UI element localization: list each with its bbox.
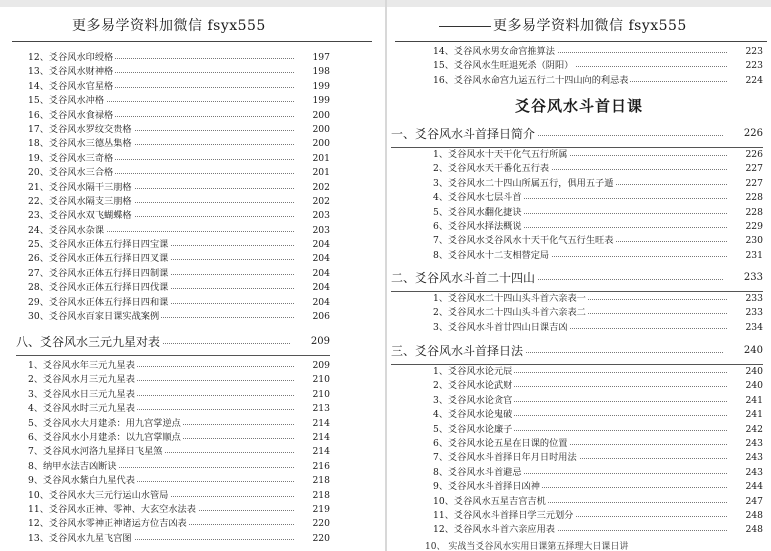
toc-entry[interactable] <box>28 517 330 531</box>
toc-entry-page: 210 <box>298 373 330 387</box>
toc-entry[interactable] <box>433 394 763 408</box>
toc-entry-title: 16、爻谷风水命宫九运五行二十四山向的利忌表 <box>433 74 629 86</box>
toc-section-heading[interactable] <box>391 267 763 289</box>
toc-entry-page: 204 <box>298 296 330 310</box>
left-page-header: 更多易学资料加微信 fsyx555 <box>72 18 266 34</box>
toc-entry-title: 4、爻谷风水论鬼破 <box>433 409 513 421</box>
right-page-header <box>439 15 687 35</box>
toc-entry[interactable] <box>28 431 330 445</box>
toc-entry-title: 3、爻谷风水斗首廿四山日课吉凶 <box>433 321 568 333</box>
toc-entry-title: 7、爻谷风水斗首择日年月日时用法 <box>433 452 577 464</box>
toc-entry-page: 218 <box>298 474 330 488</box>
toc-entry-page: 227 <box>731 162 763 176</box>
toc-entry[interactable] <box>433 292 763 306</box>
toc-section-heading[interactable] <box>16 331 330 353</box>
toc-entry-title: 3、爻谷风水论贪官 <box>433 394 513 406</box>
toc-entry[interactable] <box>28 310 330 324</box>
toc-entry-page: 204 <box>298 281 330 295</box>
toc-entry-title: 15、爻谷风水生旺退死杀（阴阳） <box>433 60 574 72</box>
section-rule <box>16 355 330 356</box>
toc-entry-title: 5、爻谷风水论廉子 <box>433 423 513 435</box>
toc-entry-page: 243 <box>731 451 763 465</box>
toc-entry-page: 203 <box>298 209 330 223</box>
toc-entry[interactable] <box>28 80 330 94</box>
cut-off-entry: 10、 实战当爻谷风水实用日课第五择理大日课日讲 <box>425 542 629 551</box>
toc-entry[interactable] <box>433 523 763 537</box>
toc-entry-page: 230 <box>731 234 763 248</box>
toc-entry-title: 5、爻谷风水大月建杀：用九宫掌逆点 <box>28 417 181 429</box>
toc-entry-page: 202 <box>298 181 330 195</box>
toc-entry-page: 223 <box>731 45 763 59</box>
toc-entry-page: 199 <box>298 80 330 94</box>
toc-entry-page: 223 <box>731 59 763 73</box>
toc-entry[interactable] <box>28 267 330 281</box>
toc-entry-title: 1、爻谷风水年三元九星表 <box>28 360 135 371</box>
section-title: 八、爻谷风水三元九星对表 <box>16 335 161 349</box>
toc-entry-page: 210 <box>298 388 330 402</box>
toc-entry-page: 248 <box>731 523 763 537</box>
toc-entry[interactable] <box>28 152 330 166</box>
toc-entry-page: 214 <box>298 431 330 445</box>
toc-entry[interactable] <box>433 249 763 263</box>
toc-entry[interactable] <box>28 359 330 373</box>
section-title: 二、爻谷风水斗首二十四山 <box>391 271 536 285</box>
toc-entry-page: 214 <box>298 445 330 459</box>
toc-entry[interactable] <box>433 74 763 88</box>
toc-entry-title: 2、爻谷风水天干番化五行表 <box>433 163 550 175</box>
toc-entry-page: 220 <box>298 517 330 531</box>
toc-entry-page: 241 <box>731 408 763 422</box>
toc-entry-title: 16、爻谷风水食禄格 <box>28 109 114 121</box>
section-page: 240 <box>729 340 763 362</box>
toc-entry-page: 242 <box>731 423 763 437</box>
toc-entry-title: 25、爻谷风水正体五行择日四宝课 <box>28 239 169 251</box>
toc-entry-title: 19、爻谷风水三奇格 <box>28 152 114 164</box>
toc-entry[interactable] <box>28 65 330 79</box>
toc-entry[interactable] <box>28 460 330 474</box>
toc-entry-page: 219 <box>298 503 330 517</box>
toc-entry[interactable] <box>433 321 763 335</box>
toc-entry[interactable] <box>28 123 330 137</box>
toc-entry[interactable] <box>433 451 763 465</box>
toc-entry-title: 13、爻谷风水九星飞宫图 <box>28 532 132 544</box>
toc-entry-page: 233 <box>731 306 763 320</box>
toc-entry-title: 4、爻谷风水时三元九星表 <box>28 403 135 415</box>
toc-entry-page: 231 <box>731 249 763 263</box>
toc-entry-page: 200 <box>298 109 330 123</box>
section-page: 226 <box>729 123 763 145</box>
toc-entry-title: 10、爻谷风水五星吉宫吉机 <box>433 495 546 507</box>
toc-entry[interactable] <box>28 137 330 151</box>
toc-entry-title: 24、爻谷风水杂课 <box>28 224 105 236</box>
toc-entry[interactable] <box>28 474 330 488</box>
toc-entry-title: 7、爻谷风水爻谷风水十天干化气五行生旺表 <box>433 235 614 247</box>
toc-entry[interactable] <box>28 489 330 503</box>
toc-entry-title: 21、爻谷风水隔干三朋格 <box>28 181 132 193</box>
toc-entry-title: 13、爻谷风水财神格 <box>28 66 114 78</box>
toc-entry[interactable] <box>28 445 330 459</box>
toc-entry-title: 20、爻谷风水三合格 <box>28 167 114 179</box>
toc-entry-title: 28、爻谷风水正体五行择日四伐课 <box>28 282 169 294</box>
toc-entry-title: 2、爻谷风水论武财 <box>433 380 513 392</box>
toc-entry-title: 2、爻谷风水二十四山头斗首六亲表二 <box>433 307 586 319</box>
toc-entry-page: 240 <box>731 365 763 379</box>
toc-entry[interactable] <box>433 437 763 451</box>
toc-entry[interactable] <box>28 94 330 108</box>
toc-entry-title: 2、爻谷风水月三元九星表 <box>28 374 135 386</box>
left-toc-list-a <box>28 51 330 324</box>
toc-entry[interactable] <box>28 503 330 517</box>
toc-entry[interactable] <box>433 480 763 494</box>
toc-entry-title: 6、爻谷风水论五星在日课的位置 <box>433 437 568 449</box>
toc-entry[interactable] <box>28 181 330 195</box>
toc-entry[interactable] <box>28 388 330 402</box>
toc-entry[interactable] <box>433 466 763 480</box>
toc-entry-title: 11、爻谷风水斗首择日学三元划分 <box>433 509 574 521</box>
toc-entry-title: 29、爻谷风水正体五行择日四和课 <box>28 296 169 308</box>
left-toc-list-b <box>28 359 330 546</box>
toc-entry-page: 227 <box>731 177 763 191</box>
toc-entry[interactable] <box>28 238 330 252</box>
toc-entry-title: 6、爻谷风水小月建杀：以九宫掌顺点 <box>28 431 181 443</box>
toc-entry-page: 228 <box>731 191 763 205</box>
toc-entry[interactable] <box>28 51 330 65</box>
toc-entry-page: 240 <box>731 379 763 393</box>
toc-entry-page: 201 <box>298 166 330 180</box>
toc-entry-title: 4、爻谷风水七层斗首 <box>433 192 522 204</box>
toc-entry-title: 1、爻谷风水论元辰 <box>433 366 513 377</box>
toc-entry-page: 206 <box>298 310 330 324</box>
chapter-title: 爻谷风水斗首日课 <box>514 97 643 115</box>
toc-entry-page: 243 <box>731 466 763 480</box>
toc-entry-title: 22、爻谷风水隔支三朋格 <box>28 195 132 207</box>
toc-entry-title: 18、爻谷风水三德丛集格 <box>28 138 132 150</box>
toc-entry[interactable] <box>28 195 330 209</box>
toc-entry-page: 204 <box>298 238 330 252</box>
toc-section-heading[interactable] <box>391 123 763 145</box>
toc-entry[interactable] <box>28 166 330 180</box>
toc-entry-page: 202 <box>298 195 330 209</box>
toc-entry-title: 11、爻谷风水正神、零神、大玄空水法表 <box>28 503 196 515</box>
toc-entry[interactable] <box>28 402 330 416</box>
left-section-wrap <box>16 331 330 360</box>
toc-entry-title: 12、爻谷风水零神正神诸运方位吉凶表 <box>28 518 187 530</box>
toc-section-heading[interactable] <box>391 340 763 362</box>
toc-entry-page: 218 <box>298 489 330 503</box>
toc-entry-page: 220 <box>298 532 330 546</box>
toc-entry[interactable] <box>433 206 763 220</box>
toc-entry-page: 233 <box>731 292 763 306</box>
toc-entry-title: 15、爻谷风水冲格 <box>28 95 105 107</box>
toc-entry-title: 8、爻谷风水十二支相替定局 <box>433 249 550 261</box>
toc-entry[interactable] <box>433 423 763 437</box>
toc-entry-title: 12、爻谷风水斗首六亲应用表 <box>433 524 555 536</box>
toc-entry-title: 3、爻谷风水日三元九星表 <box>28 388 135 400</box>
section-page: 209 <box>296 331 330 353</box>
toc-entry-page: 234 <box>731 321 763 335</box>
toc-entry[interactable] <box>28 224 330 238</box>
toc-entry[interactable] <box>28 532 330 546</box>
toc-entry-page: 197 <box>298 51 330 65</box>
toc-entry-page: 244 <box>731 480 763 494</box>
toc-entry[interactable] <box>433 220 763 234</box>
section-page: 233 <box>729 267 763 289</box>
section-title: 三、爻谷风水斗首择日法 <box>391 344 524 358</box>
toc-entry[interactable] <box>433 148 763 162</box>
toc-entry[interactable] <box>433 509 763 523</box>
toc-entry-page: 199 <box>298 94 330 108</box>
toc-entry[interactable] <box>433 191 763 205</box>
toc-entry-page: 224 <box>731 74 763 88</box>
toc-entry-title: 12、爻谷风水印绶格 <box>28 52 114 63</box>
toc-entry-page: 228 <box>731 206 763 220</box>
right-toc-list-1 <box>433 148 763 263</box>
toc-entry[interactable] <box>433 365 763 379</box>
toc-entry-page: 198 <box>298 65 330 79</box>
toc-entry-title: 17、爻谷风水罗纹交贵格 <box>28 123 132 135</box>
toc-entry-title: 9、爻谷风水紫白九星代表 <box>28 475 135 487</box>
right-page <box>387 7 771 551</box>
toc-entry[interactable] <box>433 59 763 73</box>
toc-entry-title: 7、爻谷风水河洛九星择日飞星煞 <box>28 446 163 458</box>
toc-entry-title: 14、爻谷风水男女命宫推算法 <box>433 46 555 57</box>
toc-entry-title: 8、纳甲水法吉凶断诀 <box>28 460 117 472</box>
toc-entry-page: 200 <box>298 123 330 137</box>
toc-entry-page: 247 <box>731 495 763 509</box>
toc-entry-page: 204 <box>298 252 330 266</box>
toc-entry-page: 243 <box>731 437 763 451</box>
toc-entry-title: 9、爻谷风水斗首择日凶神 <box>433 481 540 493</box>
toc-entry-title: 23、爻谷风水双飞蝴蝶格 <box>28 210 132 222</box>
toc-entry[interactable] <box>28 109 330 123</box>
toc-entry[interactable] <box>28 252 330 266</box>
toc-entry-title: 8、爻谷风水斗首避忌 <box>433 466 522 478</box>
toc-entry-page: 229 <box>731 220 763 234</box>
toc-entry-page: 216 <box>298 460 330 474</box>
right-toc-list-2 <box>433 292 763 335</box>
toc-entry-page: 204 <box>298 267 330 281</box>
toc-entry-page: 209 <box>298 359 330 373</box>
toc-entry-title: 30、爻谷风水百家日课实战案例 <box>28 311 160 323</box>
toc-entry[interactable] <box>28 296 330 310</box>
toc-entry-page: 214 <box>298 417 330 431</box>
toc-entry[interactable] <box>28 373 330 387</box>
toc-entry[interactable] <box>28 209 330 223</box>
toc-entry-page: 226 <box>731 148 763 162</box>
toc-entry[interactable] <box>433 408 763 422</box>
left-page <box>0 7 385 551</box>
toc-entry-page: 203 <box>298 224 330 238</box>
toc-entry[interactable] <box>433 306 763 320</box>
right-toc-list-top <box>433 45 763 88</box>
toc-entry-title: 1、爻谷风水二十四山头斗首六亲表一 <box>433 293 586 304</box>
right-header-rule <box>395 41 767 42</box>
toc-entry-title: 27、爻谷风水正体五行择日四制课 <box>28 267 169 279</box>
toc-entry[interactable] <box>28 281 330 295</box>
toc-entry-page: 201 <box>298 152 330 166</box>
toc-entry[interactable] <box>28 417 330 431</box>
toc-entry[interactable] <box>433 234 763 248</box>
toc-entry[interactable] <box>433 45 763 59</box>
header-dash <box>439 26 491 27</box>
toc-entry[interactable] <box>433 162 763 176</box>
left-header-rule <box>12 41 372 42</box>
toc-entry-title: 6、爻谷风水择法概说 <box>433 220 522 232</box>
toc-entry-title: 1、爻谷风水十天干化气五行所属 <box>433 149 568 160</box>
toc-entry-page: 200 <box>298 137 330 151</box>
toc-entry-page: 213 <box>298 402 330 416</box>
section-title: 一、爻谷风水斗首择日简介 <box>391 127 536 141</box>
toc-entry[interactable] <box>433 177 763 191</box>
toc-entry-title: 10、爻谷风水大三元行运山水管局 <box>28 489 169 501</box>
toc-entry-title: 26、爻谷风水正体五行择日四叉课 <box>28 253 169 265</box>
toc-entry-title: 3、爻谷风水二十四山所属五行，俱用五子遁 <box>433 177 614 189</box>
toc-entry[interactable] <box>433 495 763 509</box>
right-toc-list-3 <box>433 365 763 538</box>
toc-entry-title: 14、爻谷风水官星格 <box>28 80 114 92</box>
toc-entry-title: 5、爻谷风水翻化捷诀 <box>433 206 522 218</box>
toc-entry[interactable] <box>433 379 763 393</box>
toc-entry-page: 241 <box>731 394 763 408</box>
right-header-text: 更多易学资料加微信 fsyx555 <box>493 18 687 34</box>
toc-entry-page: 248 <box>731 509 763 523</box>
